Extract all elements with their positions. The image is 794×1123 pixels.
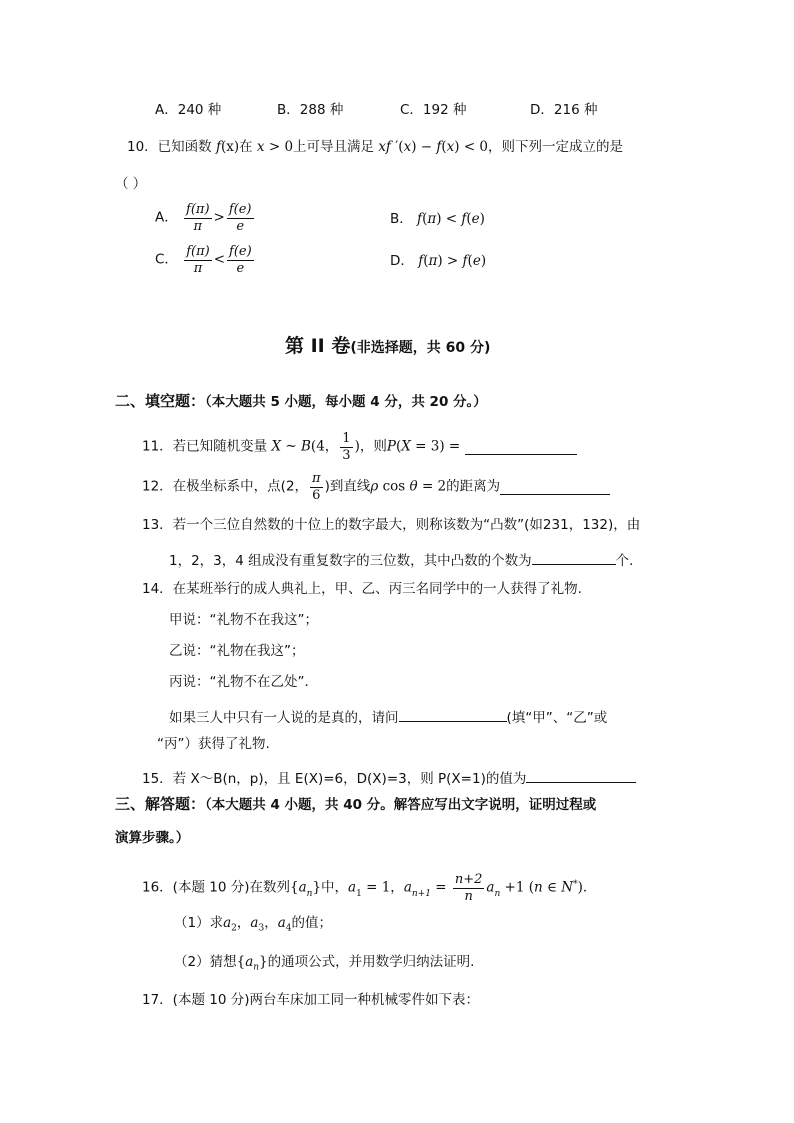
q14-line1: 14．在某班举行的成人典礼上，甲、乙、丙三名同学中的一人获得了礼物. (142, 581, 582, 597)
q10-option-c: C． $\frac{f(\pi)}{\pi}$ < $\frac{f(e)}{e}$ (155, 244, 252, 276)
q10-option-d: D． f(π) > f(e) (390, 253, 487, 269)
q14-jia: 甲说：“礼物不在我这”； (169, 612, 318, 628)
q13-answer-blank[interactable] (532, 550, 616, 565)
q9-option-c: C．192 种 (400, 102, 467, 118)
section3-heading: 三、解答题：（本大题共 4 小题，共 40 分。解答应写出文字说明，证明过程或 (115, 795, 597, 813)
q16-sub1: （1）求$a_2$，$a_3$，$a_4$的值； (174, 915, 332, 934)
q14-line6: “丙”）获得了礼物. (157, 736, 270, 752)
q11: 11．若已知随机变量 X ~ B(4， $\frac{1}{3}$ )，则P(X = 3) = (142, 432, 577, 462)
q11-answer-blank[interactable] (465, 440, 577, 455)
q9-option-a: A．240 种 (155, 102, 222, 118)
q9-option-b: B．288 种 (277, 102, 344, 118)
q15-answer-blank[interactable] (526, 768, 636, 783)
q10-option-a: A． $\frac{f(\pi)}{\pi}$ > $\frac{f(e)}{e}$ (155, 202, 252, 234)
q16-sub2: （2）猜想$\{a_n\}$的通项公式，并用数学归纳法证明. (174, 954, 475, 973)
section2-heading: 二、填空题：（本大题共 5 小题，每小题 4 分，共 20 分。） (115, 392, 487, 410)
q10-paren: （ ） (115, 176, 147, 192)
section3-heading-cont: 演算步骤。） (115, 830, 190, 846)
q15: 15．若 X～B(n，p)，且 E(X)=6，D(X)=3，则 P(X=1)的值为 (142, 768, 636, 787)
q10-option-b: B． f(π) < f(e) (390, 211, 485, 227)
q14-answer-blank[interactable] (399, 707, 507, 722)
q10-stem: 10．已知函数 f(x)在 x > 0上可导且满足 xf ′(x) − f(x) < 0，则下列一定成立的是 (127, 139, 624, 155)
q12: 12．在极坐标系中，点(2， $\frac{\pi}{6}$ )到直线ρ cos θ = 2的距离为 (142, 472, 610, 502)
q16-stem: 16．(本题 10 分)在数列$\{a_n\}$中，$a_1 = 1$，$a_{n+1}$ = $\frac{n+2}{n}$ $a_n +1$ (n ∈ N*)． (142, 872, 597, 904)
q17-stem: 17．(本题 10 分)两台车床加工同一种机械零件如下表： (142, 992, 479, 1008)
q13-line1: 13．若一个三位自然数的十位上的数字最大，则称该数为“凸数”(如231，132)，由 (142, 517, 641, 533)
q14-bing: 丙说：“礼物不在乙处”． (169, 674, 318, 690)
q14-yi: 乙说：“礼物在我这”； (169, 643, 305, 659)
q13-line2: 1，2，3，4 组成没有重复数字的三位数，其中凸数的个数为 个． (169, 550, 643, 569)
q9-option-d: D．216 种 (530, 102, 598, 118)
q12-answer-blank[interactable] (500, 480, 610, 495)
q14-line5: 如果三人中只有一人说的是真的，请问 (填“甲”、“乙”或 (169, 707, 607, 726)
part2-heading: 第 II 卷(非选择题，共 60 分) (285, 335, 491, 357)
